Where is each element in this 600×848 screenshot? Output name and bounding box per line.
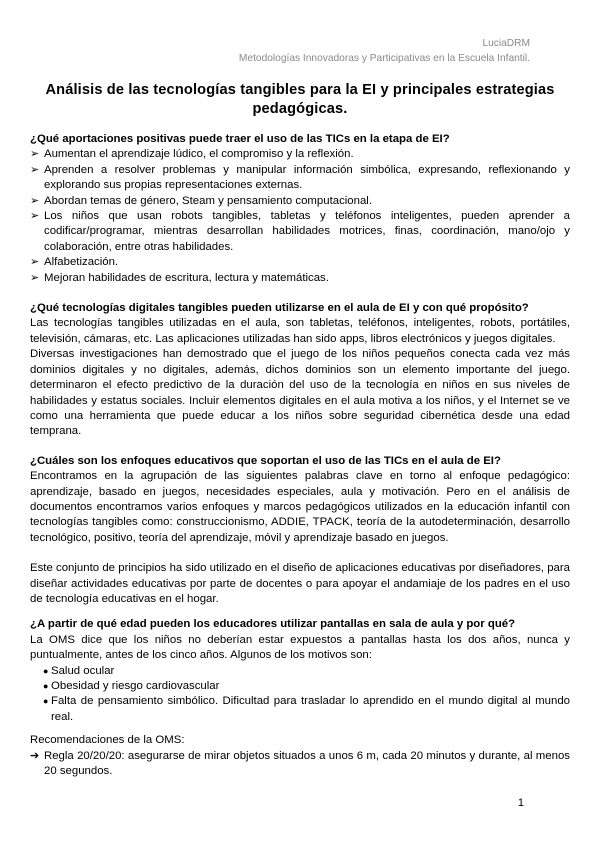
section-recomendaciones: [30, 733, 570, 779]
dot-bullet-icon: ●: [43, 665, 49, 676]
section-enfoques: [30, 454, 570, 608]
header-subtitle: Metodologías Innovadoras y Participativas en la Escuela Infantil.: [238, 53, 530, 64]
section-aportaciones: [30, 132, 570, 286]
list-item: ➢ Alfabetización.: [30, 255, 570, 270]
list-item: ➢ Abordan temas de género, Steam y pensamiento computacional.: [30, 194, 570, 209]
header-author: LuciaDRM: [482, 38, 530, 49]
page-header: [239, 36, 530, 66]
list-item: ➔ Regla 20/20/20: asegurarse de mirar objetos situados a unos 6 m, cada 20 minutos y durante, al menos 20 segundos.: [30, 749, 570, 778]
paragraph: Diversas investigaciones han demostrado que el juego de los niños pequeños conecta cada vez más dominios digitales y no digitales, además, dichos dominios son un elemento importante del juego. determinaron el efecto predictivo de la duración del uso de la tecnología en niños en sus niveles de habilidades y estatus sociales. Incluir elementos digitales en el aula motiva a los niños, y el Internet se ve como una herramienta que puede educar a los niños sobre seguridad cibernética desde una edad temprana.: [30, 348, 570, 438]
arrowhead-bullet-icon: ➢: [30, 210, 40, 223]
paragraph: La OMS dice que los niños no deberían estar expuestos a pantallas hasta los dos años, nunca y puntualmente, antes de los cinco años. Algunos de los motivos son:: [30, 633, 570, 662]
dot-bullet-icon: ●: [43, 681, 49, 691]
bullet-list: [30, 749, 570, 780]
arrowhead-bullet-icon: ➢: [30, 148, 40, 161]
page-number: 1: [517, 797, 524, 809]
arrowhead-bullet-icon: ➢: [30, 256, 40, 269]
arrowhead-bullet-icon: ➢: [30, 271, 40, 284]
recommendations-heading: Recomendaciones de la OMS:: [30, 734, 185, 747]
list-item: ➢ Los niños que usan robots tangibles, tabletas y teléfonos inteligentes, pueden aprender a codificar/programar, mientras desarrollan habilidades motrices, finas, coordinación, mano/ojo y colaboración, entre otras habilidades.: [30, 210, 570, 253]
list-item: ● Obesidad y riesgo cardiovascular: [30, 679, 570, 694]
list-item: ➢ Aumentan el aprendizaje lúdico, el compromiso y la reflexión.: [30, 147, 570, 162]
arrowhead-bullet-icon: ➢: [30, 163, 40, 176]
paragraph: Las tecnologías tangibles utilizadas en el aula, son tabletas, teléfonos, inteligentes, robots, portátiles, televisión, cámaras, etc. Las aplicaciones utilizadas han sido apps, libros electrónicos y juegos digitales.: [30, 317, 570, 345]
paragraph: Encontramos en la agrupación de las siguientes palabras clave en torno al enfoque pedagógico: aprendizaje, basado en juegos, necesidades especiales, aula y motivación. Pero en el análisis de documentos encontramos varios enfoques y marcos pedagógicos utilizados en la educación infantil con tecnologías tangibles como: construccionismo, ADDIE, TPACK, teoría de la autodeterminación, desarrollo tecnológico, positivo, teoría del aprendizaje, móvil y aprendizaje basado en juegos.: [30, 470, 570, 544]
bullet-list: [30, 147, 570, 286]
list-item: ➢ Mejoran habilidades de escritura, lectura y matemáticas.: [30, 271, 570, 286]
paragraph: Este conjunto de principios ha sido utilizado en el diseño de aplicaciones educativas por diseñadores, para diseñar actividades educativas por parte de docentes o para apoyar el andamiaje de los padres en el uso de tecnología educativas en el hogar.: [30, 562, 570, 605]
document-body: [30, 132, 570, 794]
section-heading: ¿Qué aportaciones positivas puede traer el uso de las TICs en la etapa de EI?: [30, 133, 450, 145]
section-heading: ¿A partir de qué edad pueden los educadores utilizar pantallas en sala de aula y por qué?: [30, 618, 516, 631]
bullet-list: [30, 664, 570, 726]
section-tecnologias: [30, 301, 570, 440]
arrow-bullet-icon: ➔: [30, 749, 40, 762]
dot-bullet-icon: ●: [43, 696, 49, 707]
list-item: ● Falta de pensamiento simbólico. Dificultad para trasladar lo aprendido en el mundo digital al mundo real.: [43, 695, 570, 723]
section-heading: ¿Qué tecnologías digitales tangibles pueden utilizarse en el aula de EI y con qué propósito?: [30, 302, 529, 315]
document-title: Análisis de las tecnologías tangibles para la EI y principales estrategias pedagógicas.: [45, 82, 555, 117]
section-heading: ¿Cuáles son los enfoques educativos que soportan el uso de las TICs en el aula de EI?: [30, 454, 501, 467]
arrowhead-bullet-icon: ➢: [30, 194, 40, 207]
list-item: ➢ Aprenden a resolver problemas y manipular información simbólica, expresando, reflexionando y explorando sus propias representaciones externas.: [30, 163, 570, 192]
list-item: ● Salud ocular: [30, 664, 570, 679]
section-edad-pantallas: [30, 617, 570, 725]
